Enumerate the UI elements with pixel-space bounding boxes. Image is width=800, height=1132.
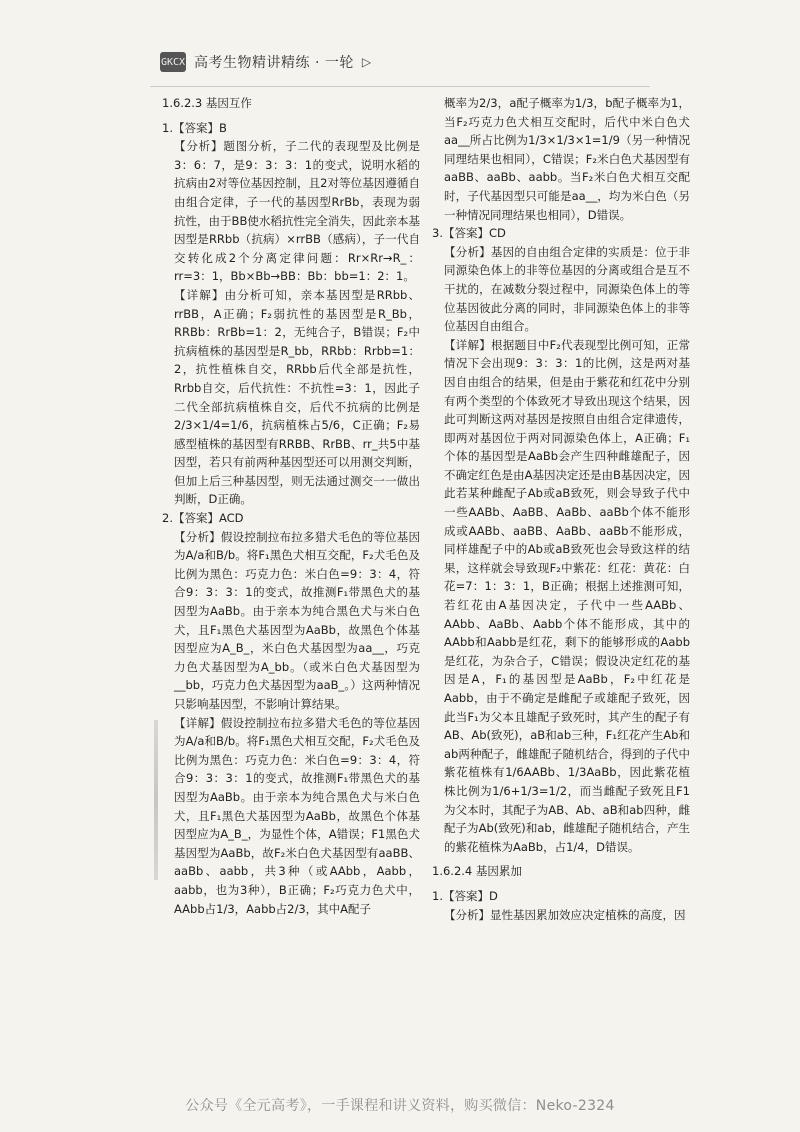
- detail-paragraph: 【详解】由分析可知，亲本基因型是RRbb、rrBB，A正确；F₂弱抗性的基因型是R_Bb，RRBb：RrBb=1：2，无纯合子，B错误；F₂中抗病植株的基因型是R_bb，RRbb：Rrbb=1：2，抗性植株自交，RRbb后代全部是抗性，Rrbb自交，后代抗性：不抗性=3：1，因此子二代全部抗病植株自交，后代不抗病的比例是2/3×1/4=1/6，抗病植株占5/6，C正确；F₂易感型植株的基因型有RRBB、RrBB、rr_共5中基因型，若只有前两种基因型还可以用测交判断，但加上后三种基因型，则无法通过测交一一做出判断，D正确。: [174, 287, 420, 507]
- answer-label: 1.【答案】D: [432, 888, 498, 903]
- play-triangle-icon: ▷: [361, 55, 372, 69]
- analysis-paragraph: 【分析】显性基因累加效应决定植株的高度，因: [444, 907, 686, 922]
- book-title: 高考生物精讲精练 · 一轮: [194, 55, 354, 71]
- page-header: [160, 50, 660, 74]
- detail-paragraph: 【详解】假设控制拉布拉多猎犬毛色的等位基因为A/a和B/b。将F₁黑色犬相互交配，F₂犬毛色及比例为黑色：巧克力色：米白色=9：3：4，符合9：3：3：1的变式，故推测F₁带黑色犬的基因型为AaBb。由于亲本为纯合黑色犬与米白色犬，且F₁黑色犬基因型为AaBb，故黑色个体基因型应为A_B_，为显性个体，A错误；F1黑色犬基因型为AaBb，故F₂米白色犬基因型有aaBB、aaBb、aabb，共3种（或AAbb，Aabb，aabb，也为3种），B正确；F₂巧克力色犬中，AAbb占1/3，Aabb占2/3，其中A配子: [174, 715, 420, 916]
- section-heading: 1.6.2.3 基因互作: [162, 96, 252, 110]
- left-column: [162, 94, 420, 918]
- answer-label: 2.【答案】ACD: [162, 511, 244, 526]
- answer-label: 1.【答案】B: [162, 120, 227, 135]
- footer-watermark: 公众号《全元高考》，一手课程和讲义资料，购买微信：Neko-2324: [185, 1098, 615, 1114]
- detail-continued: 概率为2/3，a配子概率为1/3，b配子概率为1，当F₂巧克力色犬相互交配时，后代中米白色犬aa__所占比例为1/3×1/3×1=1/9（另一种情况同理结果也相同），C错误；F₂米白色犬基因型有aaBB、aaBb、aabb。当F₂米白色犬相互交配时，子代基因型只可能是aa__，均为米白色（另一种情况同理结果也相同），D错误。: [444, 96, 690, 222]
- detail-paragraph: 【详解】根据题目中F₂代表现型比例可知，正常情况下会出现9：3：3：1的比例，这是两对基因自由组合的结果，但是由于紫花和红花中分别有两个类型的个体致死才导致出现这个结果，因此可判断这两对基因是按照自由组合定律遗传，即两对基因位于两对同源染色体上，A正确；F₁个体的基因型是AaBb会产生四种雌雄配子，因不确定红色是由A基因决定还是由B基因决定，因此若某种雌配子Ab或aB致死，则会导致子代中一些AABb、AaBB、AaBb、aaBb个体不能形成或AABb、aaBB、AaBb、aaBb不能形成，同样雄配子中的Ab或aB致死也会导致这样的结果，这样就会导致现F₂中紫花：红花：黄花：白花=7：1：3：1，B正确；根据上述推测可知，若红花由A基因决定，子代中一些AABb、AAbb、AaBb、Aabb个体不能形成，其中的AAbb和Aabb是红花，剩下的能够形成的Aabb是红花，为杂合子，C错误；假设决定红花的基因是A，F₁的基因型是AaBb，F₂中红花是Aabb，由于不确定是雌配子或雄配子致死，因此当F₁为父本且雄配子致死时，其产生的配子有AB、Ab(致死)，aB和ab三种，F₁红花产生Ab和ab两种配子，雌雄配子随机结合，得到的子代中紫花植株有1/6AABb、1/3AaBb，因此紫花植株比例为1/6+1/3=1/2，而当雌配子致死且F1为父本时，其配子为AB、Ab、aB和ab四种，雌配子为Ab(致死)和ab，雌雄配子随机结合，产生的紫花植株为AaBb，占1/4，D错误。: [444, 337, 690, 854]
- analysis-paragraph: 【分析】基因的自由组合定律的实质是：位于非同源染色体上的非等位基因的分离或组合是互不干扰的，在减数分裂过程中，同源染色体上的等位基因彼此分离的同时，非同源染色体上的非等位基因自由组合。: [444, 244, 690, 334]
- analysis-paragraph: 【分析】题图分析，子二代的表现型及比例是3：6：7，是9：3：3：1的变式，说明水稻的抗病由2对等位基因控制，且2对等位基因遵循自由组合定律，子一代的基因型RrBb，表现为弱抗性，由于BB使水稻抗性完全消失，因此亲本基因型是RRbb（抗病）×rrBB（感病），子一代自交转化成2个分离定律问题：Rr×Rr→R_：rr=3：1，Bb×Bb→BB：Bb：bb=1：2：1。: [174, 139, 420, 284]
- right-column: [432, 94, 690, 924]
- analysis-paragraph: 【分析】假设控制拉布拉多猎犬毛色的等位基因为A/a和B/b。将F₁黑色犬相互交配，F₂犬毛色及比例为黑色：巧克力色：米白色=9：3：4，符合9：3：3：1的变式，故推测F₁带黑色犬的基因型为AaBb。由于亲本为纯合黑色犬与米白色犬，且F₁黑色犬基因型为AaBb，故黑色个体基因型应为A_B_，米白色犬基因型为aa__，巧克力色犬基因型为A_bb。（或米白色犬基因型为__bb，巧克力色犬基因型为aaB_。）这两种情况只影响基因型，不影响计算结果。: [174, 529, 420, 711]
- scan-margin-mark: [154, 720, 158, 880]
- answer-label: 3.【答案】CD: [432, 226, 506, 241]
- book-logo-icon: GKCX: [160, 52, 186, 72]
- header-divider: [150, 86, 650, 87]
- section-heading: 1.6.2.4 基因累加: [432, 864, 522, 879]
